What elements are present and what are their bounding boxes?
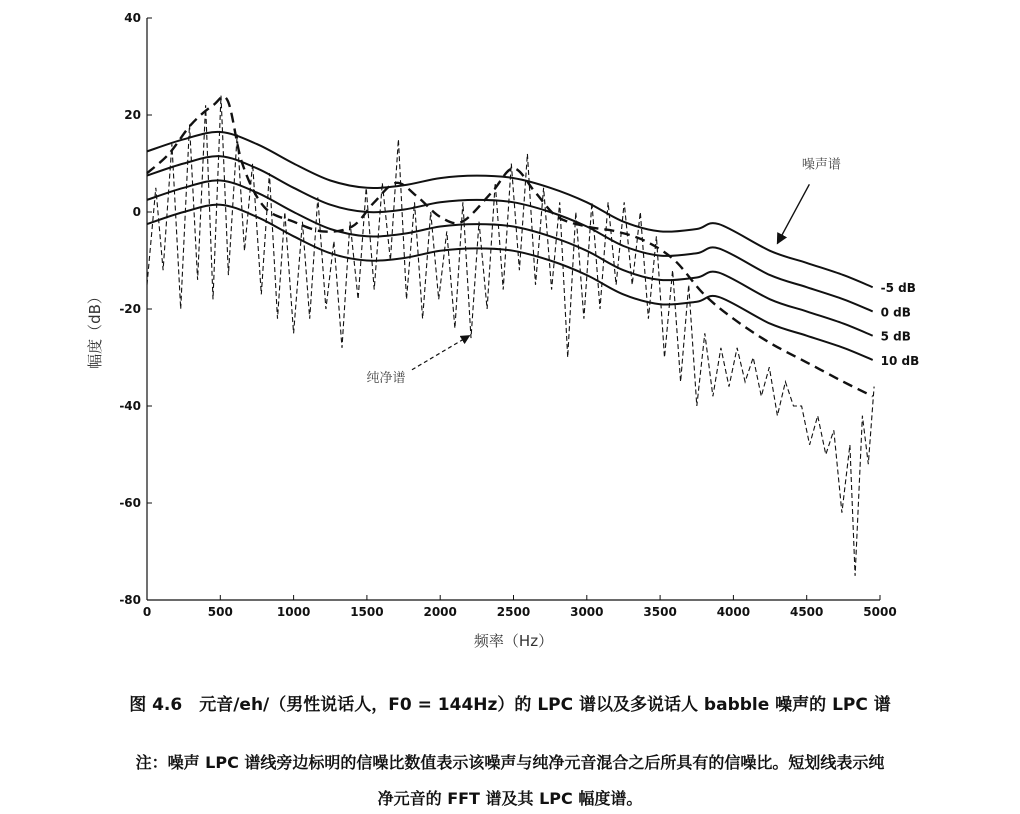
x-tick-label: 0 bbox=[142, 605, 152, 619]
y-tick-label: 0 bbox=[132, 205, 141, 219]
x-tick-label: 500 bbox=[207, 605, 233, 619]
clean-spectrum-annotation: 纯净谱 bbox=[366, 370, 406, 386]
y-tick-label: 20 bbox=[124, 108, 141, 122]
chart-labels bbox=[86, 157, 919, 650]
figure-caption: 图 4.6 元音/eh/（男性说话人，F0 = 144Hz）的 LPC 谱以及多说话人 babble 噪声的 LPC 谱 bbox=[129, 695, 891, 715]
figure-note-line-2: 净元音的 FFT 谱及其 LPC 幅度谱。 bbox=[377, 789, 643, 808]
x-tick-label: 1000 bbox=[276, 605, 311, 619]
chart-axes bbox=[119, 11, 896, 619]
x-tick-label: 4500 bbox=[789, 605, 824, 619]
x-axis-title: 频率（Hz） bbox=[473, 632, 554, 650]
y-tick-label: -20 bbox=[119, 302, 141, 316]
x-tick-label: 3500 bbox=[643, 605, 677, 619]
y-tick-label: -80 bbox=[119, 593, 141, 607]
y-tick-label: 40 bbox=[124, 11, 141, 25]
chart-series bbox=[147, 96, 874, 576]
noise-spectrum-arrow bbox=[777, 184, 809, 243]
clean-spectrum-arrow bbox=[412, 336, 470, 370]
x-tick-label: 5000 bbox=[863, 605, 897, 619]
x-tick-label: 1500 bbox=[350, 605, 384, 619]
x-tick-label: 3000 bbox=[570, 605, 604, 619]
snr-series-label: 0 dB bbox=[880, 305, 911, 320]
y-tick-label: -40 bbox=[119, 399, 141, 413]
snr-series-label: 5 dB bbox=[880, 329, 911, 344]
noise-spectrum-annotation: 噪声谱 bbox=[801, 157, 841, 173]
snr-series-label: 10 dB bbox=[880, 353, 920, 368]
figure-note-line-1: 注：噪声 LPC 谱线旁边标明的信噪比数值表示该噪声与纯净元音混合之后所具有的信噪比。短划线表示纯 bbox=[135, 753, 885, 772]
x-tick-label: 2500 bbox=[496, 605, 531, 619]
x-tick-label: 4000 bbox=[716, 605, 751, 619]
snr-series-label: -5 dB bbox=[880, 281, 916, 296]
noise-lpc-line bbox=[147, 180, 873, 335]
clean-lpc-envelope-line bbox=[147, 97, 873, 397]
y-axis-title: 幅度（dB） bbox=[86, 289, 104, 369]
y-tick-label: -60 bbox=[119, 496, 141, 510]
x-tick-label: 2000 bbox=[423, 605, 457, 619]
noise-lpc-line bbox=[147, 205, 873, 360]
